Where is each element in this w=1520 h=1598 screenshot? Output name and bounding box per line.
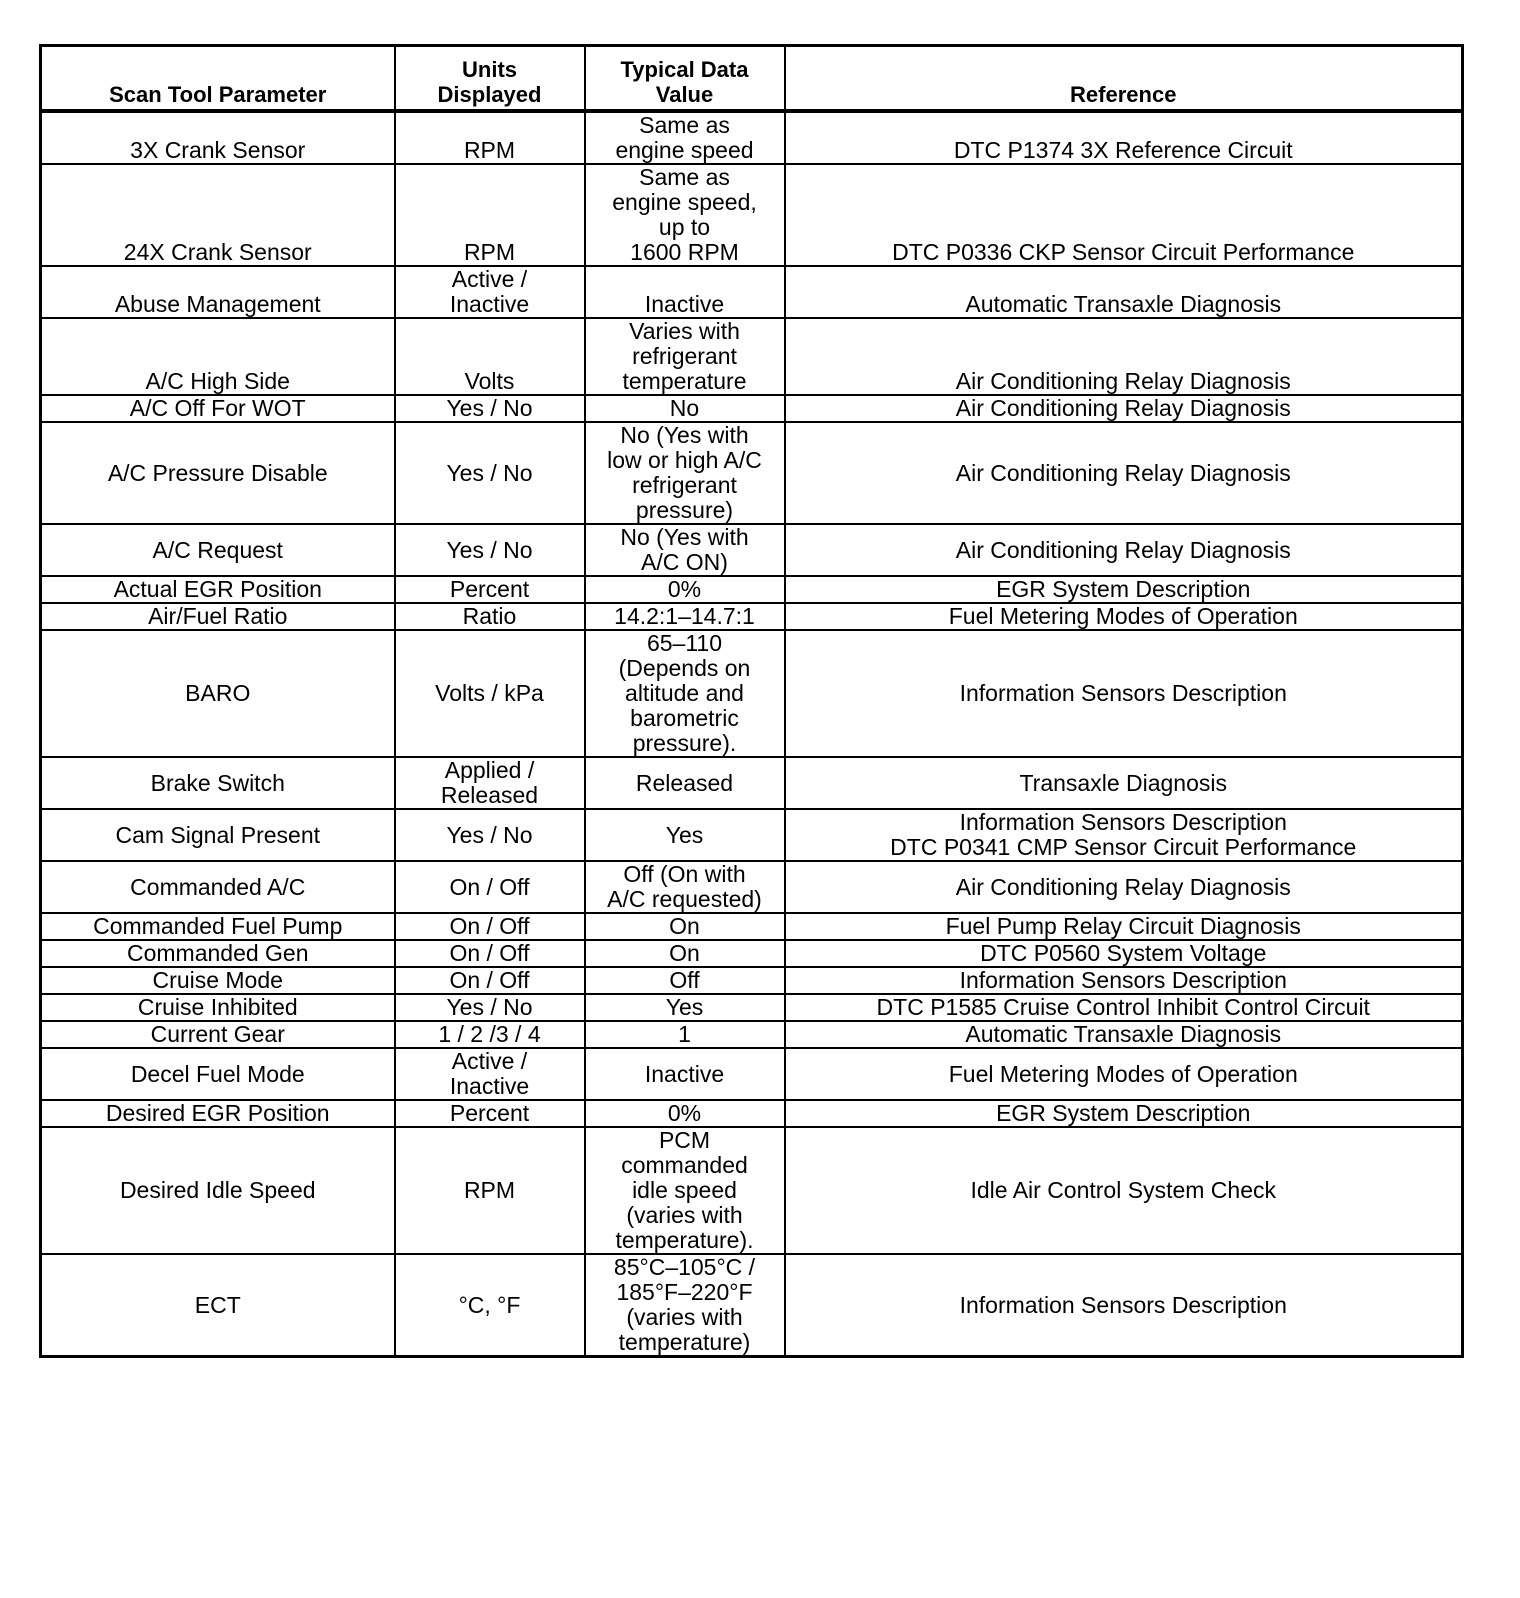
cell-parameter [41,967,395,994]
cell-units-line: On / Off [449,967,530,993]
cell-typical-value [585,861,785,913]
cell-typical-value-line: temperature [622,368,747,394]
table-row [41,809,1463,861]
cell-typical-value-line: Yes [665,821,704,848]
table-row [41,576,1463,603]
cell-typical-value [585,809,785,861]
scan-tool-data-sheet [39,44,1461,1358]
cell-parameter [41,266,395,318]
cell-units-line: °C, °F [458,1291,521,1318]
cell-units [395,524,585,576]
cell-typical-value [585,603,785,630]
cell-units [395,576,585,603]
cell-units-line: Inactive [449,291,530,317]
cell-reference [785,1254,1463,1357]
cell-typical-value-line: 1 [678,1021,691,1047]
cell-parameter-text: A/C Pressure Disable [107,459,328,486]
cell-typical-value-line: Same as [639,164,730,190]
header-reference: Reference [785,46,1463,112]
cell-reference-line: Air Conditioning Relay Diagnosis [955,459,1291,486]
cell-units-line: On / Off [449,873,530,900]
cell-parameter [41,1048,395,1100]
cell-typical-value-line: refrigerant [632,343,737,369]
cell-typical-value-line: engine speed, [612,189,757,215]
cell-parameter-text: Cruise Inhibited [137,994,298,1020]
cell-reference [785,395,1463,422]
cell-reference-line: EGR System Description [996,1100,1251,1126]
cell-parameter [41,422,395,524]
cell-typical-value-line: (varies with [626,1202,743,1228]
cell-typical-value-line: refrigerant [632,472,737,498]
cell-reference-line: Automatic Transaxle Diagnosis [965,1021,1282,1047]
cell-reference [785,861,1463,913]
cell-parameter [41,809,395,861]
table-row [41,111,1463,164]
cell-reference [785,1127,1463,1254]
cell-reference [785,630,1463,757]
cell-typical-value-line: A/C ON) [641,549,728,575]
cell-typical-value-line: 0% [667,1100,702,1126]
cell-typical-value [585,395,785,422]
cell-reference [785,757,1463,809]
cell-parameter-text: BARO [185,680,251,706]
cell-units [395,994,585,1021]
cell-reference [785,1021,1463,1048]
cell-parameter [41,318,395,395]
cell-reference [785,603,1463,630]
cell-units [395,395,585,422]
cell-typical-value [585,967,785,994]
cell-parameter [41,395,395,422]
cell-reference [785,1048,1463,1100]
table-row [41,318,1463,395]
cell-parameter [41,1127,395,1254]
cell-reference [785,1100,1463,1127]
cell-typical-value-line: A/C requested) [607,886,762,912]
table-row [41,395,1463,422]
cell-typical-value-line: On [669,913,700,939]
cell-typical-value-line: engine speed [615,137,754,163]
cell-units-line: Yes / No [446,994,533,1020]
cell-units [395,913,585,940]
cell-typical-value [585,1048,785,1100]
cell-reference-line: Information Sensors Description [959,1291,1287,1318]
cell-typical-value-line: Yes [665,994,704,1020]
cell-units-line: Active / [451,1048,528,1074]
cell-reference [785,422,1463,524]
cell-typical-value [585,940,785,967]
cell-parameter [41,111,395,164]
cell-typical-value-line: 14.2:1–14.7:1 [614,603,755,629]
cell-typical-value-line: Inactive [644,291,725,317]
cell-units-line: Yes / No [446,459,533,486]
cell-typical-value-line: low or high A/C [607,447,762,473]
cell-typical-value-line: Released [635,769,734,796]
cell-typical-value [585,164,785,266]
cell-units [395,318,585,395]
cell-units-line: RPM [463,239,516,265]
cell-reference-line: Information Sensors Description [959,680,1287,706]
cell-typical-value-line: Varies with [629,318,740,344]
table-row [41,1021,1463,1048]
cell-units [395,940,585,967]
table-row [41,757,1463,809]
cell-typical-value [585,1254,785,1357]
cell-typical-value-line: On [669,940,700,966]
cell-units-line: On / Off [449,913,530,939]
cell-reference [785,524,1463,576]
cell-reference-line: DTC P1374 3X Reference Circuit [953,137,1293,163]
cell-reference-line: DTC P1585 Cruise Control Inhibit Control Circuit [876,994,1370,1020]
cell-parameter-text: Desired EGR Position [105,1100,330,1126]
cell-units [395,111,585,164]
cell-typical-value [585,422,785,524]
cell-typical-value-line: No (Yes with [620,422,749,448]
cell-parameter [41,603,395,630]
cell-reference-line: Fuel Metering Modes of Operation [948,603,1298,629]
cell-reference-line: Air Conditioning Relay Diagnosis [955,368,1291,394]
cell-reference-line: Idle Air Control System Check [970,1177,1276,1203]
table-row [41,524,1463,576]
table-row [41,1254,1463,1357]
cell-parameter [41,913,395,940]
table-row [41,603,1463,630]
table-row [41,1048,1463,1100]
table-row [41,940,1463,967]
cell-units [395,1048,585,1100]
cell-typical-value-line: barometric [630,705,739,731]
cell-units-line: Yes / No [446,395,533,421]
cell-typical-value [585,994,785,1021]
cell-parameter-text: Air/Fuel Ratio [148,603,288,629]
header-scan-tool-parameter: Scan Tool Parameter [41,46,395,112]
cell-units-line: Volts [464,368,515,394]
cell-typical-value [585,630,785,757]
cell-reference [785,913,1463,940]
cell-typical-value [585,1021,785,1048]
cell-units [395,861,585,913]
cell-units [395,1100,585,1127]
cell-units-line: 1 / 2 /3 / 4 [438,1021,541,1047]
cell-typical-value-line: 185°F–220°F [616,1279,753,1305]
cell-parameter [41,1254,395,1357]
cell-typical-value-line: Off (On with [623,861,746,887]
cell-typical-value-line: 1600 RPM [630,239,739,265]
table-header-row [41,46,1463,112]
cell-reference-line: DTC P0341 CMP Sensor Circuit Performance [890,834,1357,860]
cell-reference [785,318,1463,395]
cell-reference-line: Fuel Metering Modes of Operation [948,1060,1298,1087]
cell-typical-value-line: No (Yes with [620,524,749,550]
table-row [41,861,1463,913]
cell-reference-line: Air Conditioning Relay Diagnosis [955,536,1291,563]
table-row [41,1127,1463,1254]
header-units-displayed: Units Displayed [395,46,585,112]
table-row [41,1100,1463,1127]
header-typical-data-value: Typical Data Value [585,46,785,112]
cell-typical-value-line: altitude and [625,680,744,706]
cell-typical-value-line: (Depends on [618,655,751,681]
cell-units-line: Percent [449,1100,530,1126]
cell-parameter [41,994,395,1021]
cell-typical-value-line: 65–110 [646,630,723,656]
cell-parameter-text: Cruise Mode [152,967,283,993]
cell-reference [785,809,1463,861]
cell-units [395,1254,585,1357]
cell-reference [785,266,1463,318]
cell-typical-value-line: temperature) [618,1329,751,1355]
cell-units-line: RPM [463,1177,516,1203]
cell-units [395,809,585,861]
cell-reference-line: Automatic Transaxle Diagnosis [965,291,1282,317]
cell-reference [785,111,1463,164]
cell-parameter [41,576,395,603]
cell-parameter-text: A/C High Side [145,368,290,394]
cell-typical-value-line: up to [658,214,711,240]
cell-reference [785,164,1463,266]
cell-typical-value-line: commanded [621,1152,748,1178]
cell-typical-value-line: Off [669,967,700,993]
table-row [41,994,1463,1021]
cell-units-line: Yes / No [446,536,533,563]
cell-reference [785,994,1463,1021]
cell-parameter-text: A/C Request [152,536,283,563]
cell-reference-line: Information Sensors Description [959,967,1287,993]
cell-typical-value-line: 0% [667,576,702,602]
cell-units [395,757,585,809]
cell-units [395,266,585,318]
cell-units [395,164,585,266]
cell-units [395,630,585,757]
cell-reference-line: Transaxle Diagnosis [1019,769,1228,796]
table-row [41,967,1463,994]
table-row [41,164,1463,266]
cell-reference-line: Information Sensors Description [959,809,1287,835]
cell-reference-line: Fuel Pump Relay Circuit Diagnosis [945,913,1301,939]
cell-units [395,1021,585,1048]
cell-parameter-text: Commanded Fuel Pump [93,913,343,939]
cell-typical-value-line: idle speed [632,1177,737,1203]
cell-parameter [41,524,395,576]
cell-parameter-text: Cam Signal Present [115,821,321,848]
cell-parameter-text: 3X Crank Sensor [130,137,306,163]
cell-units-line: Active / [451,266,528,292]
cell-reference-line: DTC P0560 System Voltage [980,940,1267,966]
cell-typical-value-line: pressure). [632,730,737,756]
cell-units-line: Yes / No [446,821,533,848]
cell-parameter [41,861,395,913]
cell-typical-value [585,757,785,809]
cell-parameter-text: Actual EGR Position [113,576,322,602]
cell-reference [785,967,1463,994]
cell-parameter [41,940,395,967]
cell-units-line: Applied / [444,757,535,783]
table-row [41,422,1463,524]
cell-typical-value [585,524,785,576]
cell-typical-value-line: temperature). [615,1227,754,1253]
table-row [41,266,1463,318]
cell-parameter-text: 24X Crank Sensor [123,239,312,265]
cell-reference [785,576,1463,603]
table-row [41,913,1463,940]
cell-typical-value-line: PCM [658,1127,711,1153]
cell-reference-line: Air Conditioning Relay Diagnosis [955,873,1291,900]
cell-parameter-text: ECT [194,1291,241,1318]
cell-units-line: On / Off [449,940,530,966]
cell-units [395,1127,585,1254]
cell-typical-value-line: Same as [639,112,730,138]
cell-parameter-text: Decel Fuel Mode [130,1060,305,1087]
cell-parameter [41,164,395,266]
cell-typical-value-line: (varies with [626,1304,743,1330]
cell-parameter-text: A/C Off For WOT [129,395,306,421]
cell-parameter [41,1021,395,1048]
cell-typical-value [585,1100,785,1127]
cell-units-line: Ratio [462,603,517,629]
cell-typical-value [585,266,785,318]
cell-reference-line: EGR System Description [996,576,1251,602]
cell-parameter [41,1100,395,1127]
cell-typical-value-line: pressure) [635,497,734,523]
cell-typical-value [585,913,785,940]
cell-units [395,967,585,994]
cell-parameter-text: Commanded Gen [126,940,309,966]
cell-typical-value [585,111,785,164]
cell-parameter-text: Commanded A/C [130,873,306,900]
cell-typical-value-line: 85°C–105°C / [613,1254,756,1280]
cell-parameter-text: Abuse Management [114,291,321,317]
cell-parameter [41,757,395,809]
table-row [41,630,1463,757]
cell-typical-value [585,576,785,603]
cell-parameter-text: Brake Switch [150,769,285,796]
cell-reference-line: Air Conditioning Relay Diagnosis [955,395,1291,421]
table-body [41,111,1463,1357]
cell-units [395,603,585,630]
cell-units [395,422,585,524]
cell-units-line: Volts / kPa [435,680,544,706]
cell-units-line: Percent [449,576,530,602]
cell-typical-value [585,318,785,395]
cell-typical-value [585,1127,785,1254]
cell-units-line: RPM [463,137,516,163]
cell-parameter-text: Current Gear [150,1021,285,1047]
cell-parameter-text: Desired Idle Speed [119,1177,316,1203]
cell-units-line: Inactive [449,1073,530,1099]
cell-typical-value-line: Inactive [644,1060,725,1087]
cell-units-line: Released [440,782,539,808]
cell-parameter [41,630,395,757]
scan-tool-data-table [39,44,1464,1358]
cell-reference [785,940,1463,967]
cell-reference-line: DTC P0336 CKP Sensor Circuit Performance [892,239,1355,265]
cell-typical-value-line: No [669,395,700,421]
